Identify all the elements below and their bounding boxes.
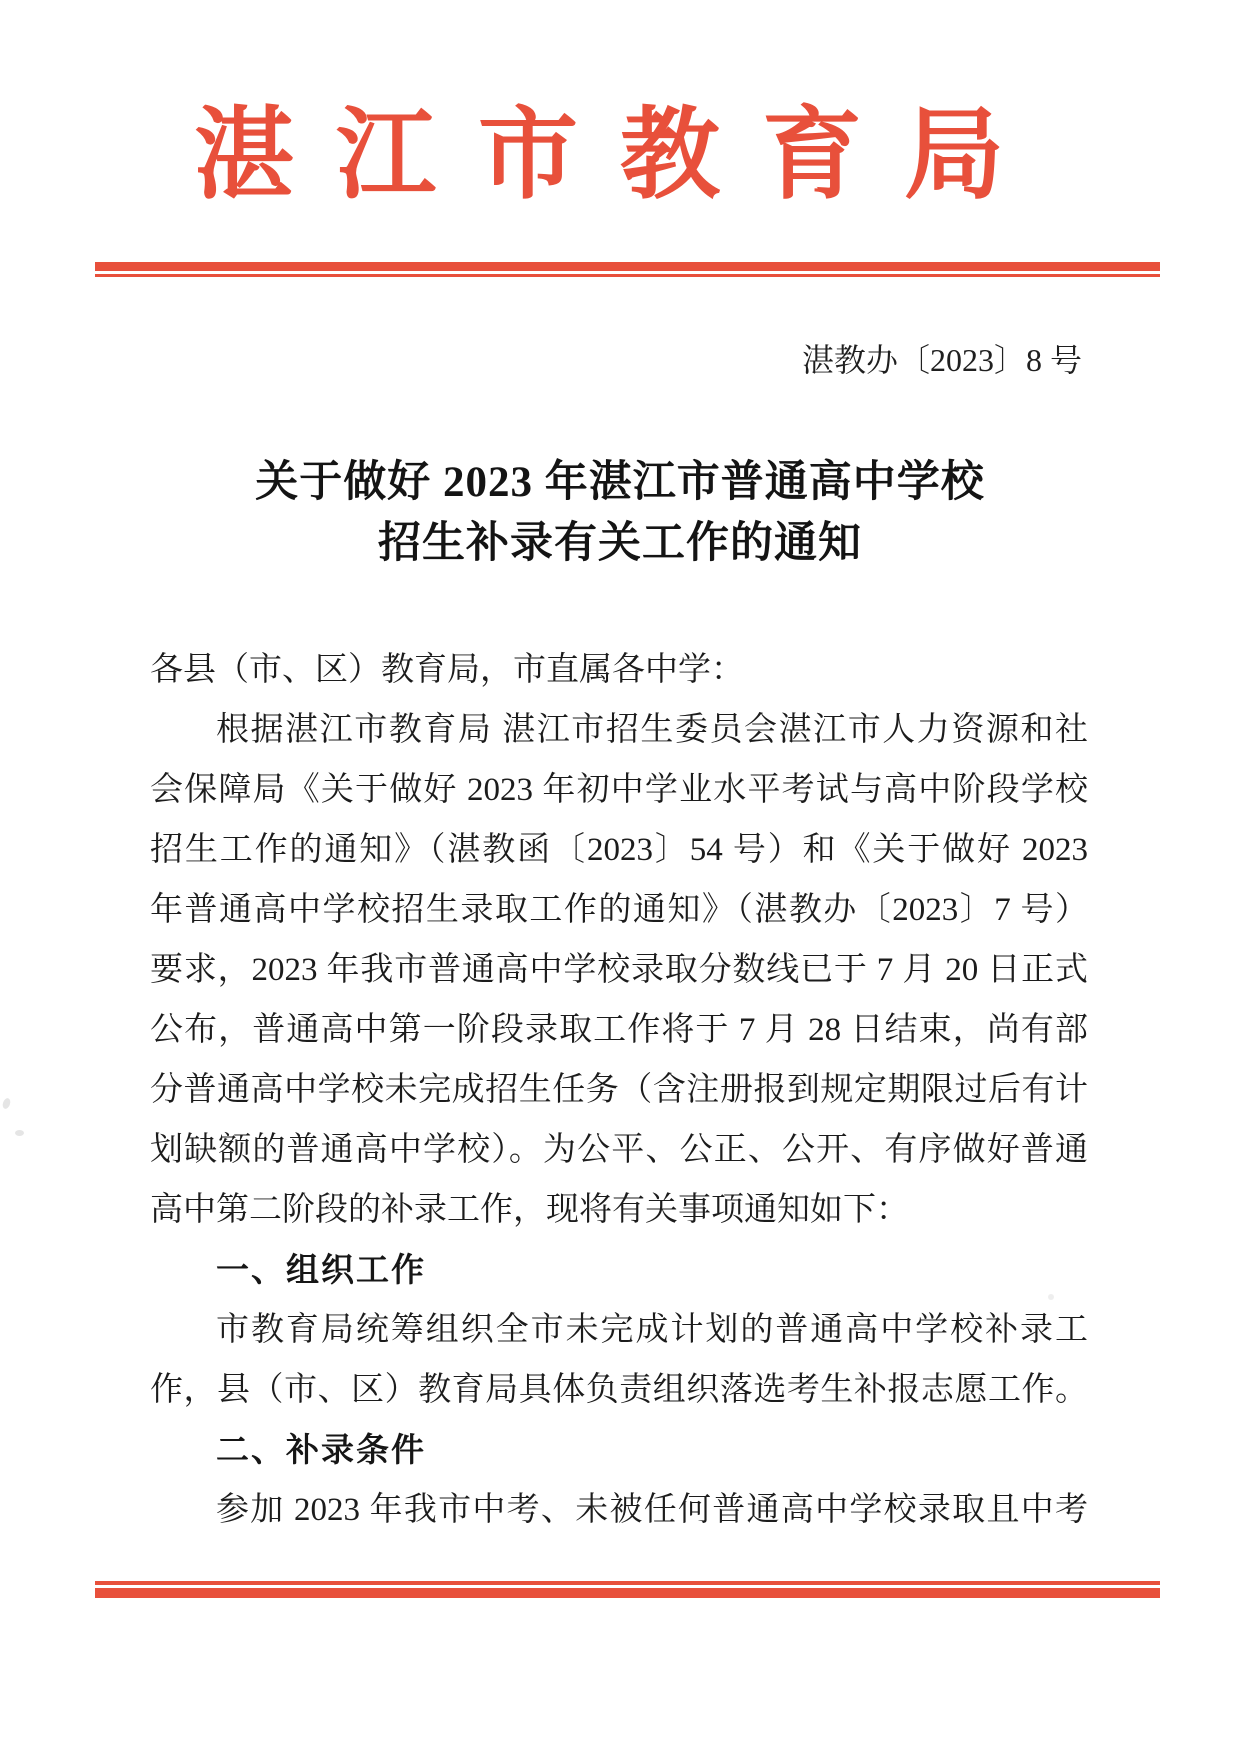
- salutation-line: 各县（市、区）教育局，市直属各中学：: [150, 652, 744, 688]
- body-line: 会保障局《关于做好 2023 年初中学业水平考试与高中阶段学校: [150, 772, 1088, 808]
- header-divider-thin-line: [95, 274, 1160, 277]
- document-title: [0, 452, 1240, 574]
- body-line: 公布，普通高中第一阶段录取工作将于 7 月 28 日结束，尚有部: [150, 1012, 1088, 1048]
- body-line: 高中第二阶段的补录工作，现将有关事项通知如下：: [150, 1192, 909, 1228]
- header-divider-thick-line: [95, 262, 1160, 271]
- section-heading-conditions: 二、补录条件: [216, 1431, 426, 1468]
- body-line: 分普通高中学校未完成招生任务（含注册报到规定期限过后有计: [150, 1072, 1088, 1108]
- body-line: 市教育局统筹组织全市未完成计划的普通高中学校补录工: [216, 1312, 1088, 1348]
- body-line: 年普通高中学校招生录取工作的通知》（湛教办〔2023〕7 号）: [150, 892, 1088, 928]
- footer-divider-thin-line: [95, 1581, 1160, 1585]
- title-line-1: 关于做好 2023 年湛江市普通高中学校: [255, 459, 985, 506]
- section-heading-organization: 一、组织工作: [216, 1251, 426, 1288]
- header-divider: [95, 262, 1160, 277]
- body-line: 根据湛江市教育局 湛江市招生委员会湛江市人力资源和社: [216, 712, 1088, 748]
- title-line-2: 招生补录有关工作的通知: [378, 520, 862, 567]
- footer-divider: [95, 1581, 1160, 1598]
- scan-artifact: [15, 1130, 24, 1136]
- body-line: 参加 2023 年我市中考、未被任何普通高中学校录取且中考: [216, 1492, 1088, 1528]
- scan-artifact: [1, 1097, 11, 1110]
- document-number: 湛教办〔2023〕8 号: [801, 342, 1082, 378]
- agency-masthead: 湛江市教育局: [194, 100, 1046, 211]
- body-line: 招生工作的通知》（湛教函〔2023〕54 号）和《关于做好 2023: [150, 832, 1088, 868]
- document-body: [150, 640, 1088, 1540]
- body-line: 要求，2023 年我市普通高中学校录取分数线已于 7 月 20 日正式: [150, 952, 1088, 988]
- scan-artifact: [1048, 1294, 1054, 1300]
- footer-divider-thick-line: [95, 1588, 1160, 1598]
- body-line: 划缺额的普通高中学校）。为公平、公正、公开、有序做好普通: [150, 1132, 1088, 1168]
- body-line: 作，县（市、区）教育局具体负责组织落选考生补报志愿工作。: [150, 1372, 1088, 1408]
